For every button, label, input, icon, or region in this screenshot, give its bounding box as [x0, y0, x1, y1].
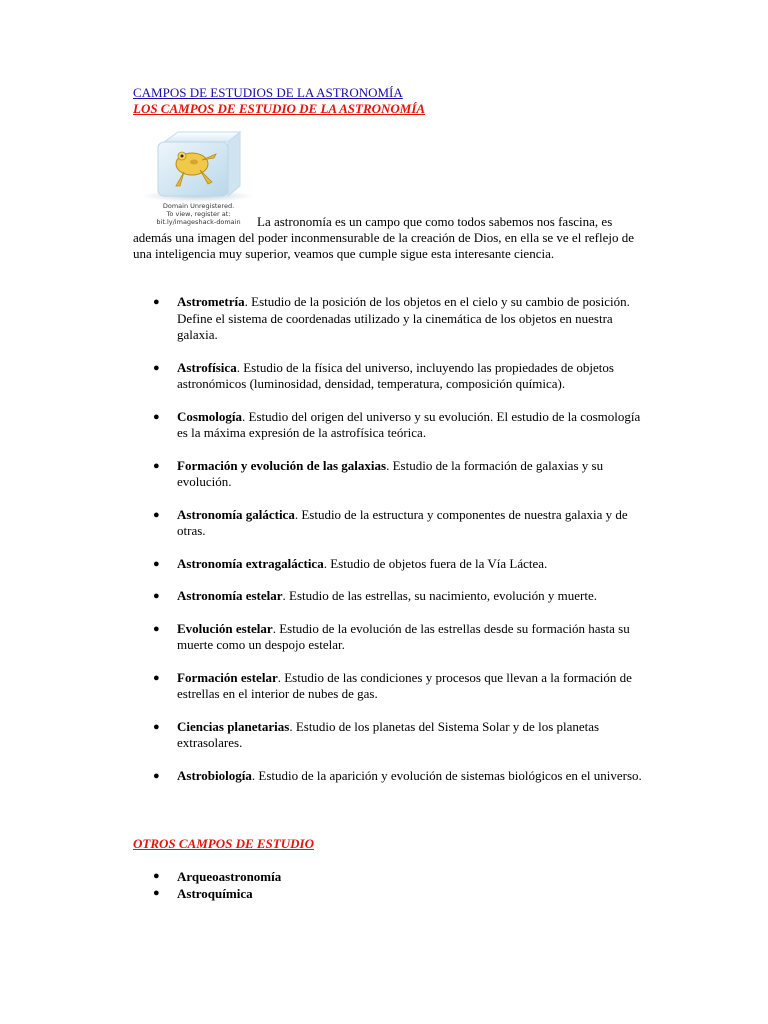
bullet-dot-icon: ●: [153, 361, 160, 374]
others-heading: OTROS CAMPOS DE ESTUDIO: [133, 836, 314, 851]
top-link[interactable]: CAMPOS DE ESTUDIOS DE LA ASTRONOMÍA: [133, 85, 403, 100]
list-item: [133, 621, 653, 654]
other-field: Arqueoastronomía: [177, 869, 282, 884]
other-field: Astroquímica: [177, 886, 253, 901]
intro-paragraph: [133, 214, 653, 262]
bullet-dot-icon: ●: [153, 671, 160, 684]
bullet-dot-icon: ●: [153, 590, 160, 602]
bullet-dot-icon: ●: [153, 622, 160, 635]
description: . Estudio de la formación de galaxias y su evolución.: [177, 457, 604, 489]
list-item: [133, 588, 653, 605]
term: Astrobiología: [177, 767, 252, 783]
description: . Estudio de objetos fuera de la Vía Láctea.: [323, 555, 548, 571]
description: . Estudio de la posición de los objetos en el cielo y su cambio de posición. Define el sistema de coordenadas utilizado y la cinemática de los objetos en nuestra galaxia.: [177, 294, 630, 342]
description: . Estudio de los planetas del Sistema Solar y de los planetas extrasolares.: [177, 718, 600, 750]
bullet-dot-icon: ●: [153, 887, 160, 899]
list-item: [133, 885, 281, 902]
term: Astronomía extragaláctica: [177, 555, 324, 571]
list-item: [133, 719, 653, 752]
term: Evolución estelar: [177, 620, 273, 636]
list-item: [133, 360, 653, 393]
list-item: [133, 556, 653, 573]
description: . Estudio de las estrellas, su nacimiento, evolución y muerte.: [282, 588, 597, 603]
list-item: [133, 768, 653, 785]
term: Formación y evolución de las galaxias: [177, 457, 387, 473]
caption-line: To view, register at:: [166, 210, 231, 218]
term: Astrofísica: [177, 359, 237, 375]
list-item: [133, 670, 653, 703]
term: Astronomía estelar: [177, 588, 283, 603]
intro-first-line: La astronomía es un campo que como todos sabemos nos fascina,: [257, 214, 599, 229]
description: . Estudio de la física del universo, incluyendo las propiedades de objetos astronómicos (luminosidad, densidad, temperatura, composición química).: [177, 359, 614, 391]
term: Astronomía galáctica: [177, 506, 295, 522]
list-item: [133, 458, 653, 491]
term: Formación estelar: [177, 669, 278, 685]
bullet-dot-icon: ●: [153, 769, 160, 782]
description: . Estudio de las condiciones y procesos que llevan a la formación de estrellas en el interior de nubes de gas.: [177, 669, 632, 701]
list-item: [133, 409, 653, 442]
bullet-dot-icon: ●: [153, 557, 160, 570]
bullet-dot-icon: ●: [153, 459, 160, 472]
description: . Estudio del origen del universo y su evolución. El estudio de la cosmología es la máxima expresión de la astrofísica teórica.: [177, 408, 641, 440]
caption-line: bit.ly/imageshack-domain: [156, 218, 241, 226]
bullet-dot-icon: ●: [153, 296, 160, 308]
ice-cube-frog-icon: [136, 130, 261, 202]
caption-line: Domain Unregistered.: [162, 202, 235, 210]
description: . Estudio de la estructura y componentes de nuestra galaxia y de otras.: [177, 506, 628, 538]
list-item: [133, 294, 653, 344]
term: Cosmología: [177, 408, 242, 424]
term: Astrometría: [177, 294, 245, 309]
bullet-dot-icon: ●: [153, 720, 160, 733]
page-title: LOS CAMPOS DE ESTUDIO DE LA ASTRONOMÍA: [133, 101, 426, 116]
fields-list: [133, 294, 653, 800]
list-item: [133, 507, 653, 540]
bullet-dot-icon: ●: [153, 410, 160, 423]
bullet-dot-icon: ●: [153, 508, 160, 521]
description: . Estudio de la aparición y evolución de sistemas biológicos en el universo.: [251, 767, 642, 783]
others-list: [133, 868, 281, 902]
list-item: [133, 868, 281, 885]
bullet-dot-icon: ●: [153, 870, 160, 882]
description: . Estudio de la evolución de las estrellas desde su formación hasta su muerte como un despojo estelar.: [177, 620, 630, 652]
intro-rest: es además una imagen del poder inconmensurable de la creación de Dios, en ella se ve el reflejo de una inteligencia muy superior, veamos que cumple sigue esta interesante ciencia.: [133, 214, 635, 261]
term: Ciencias planetarias: [177, 718, 290, 734]
